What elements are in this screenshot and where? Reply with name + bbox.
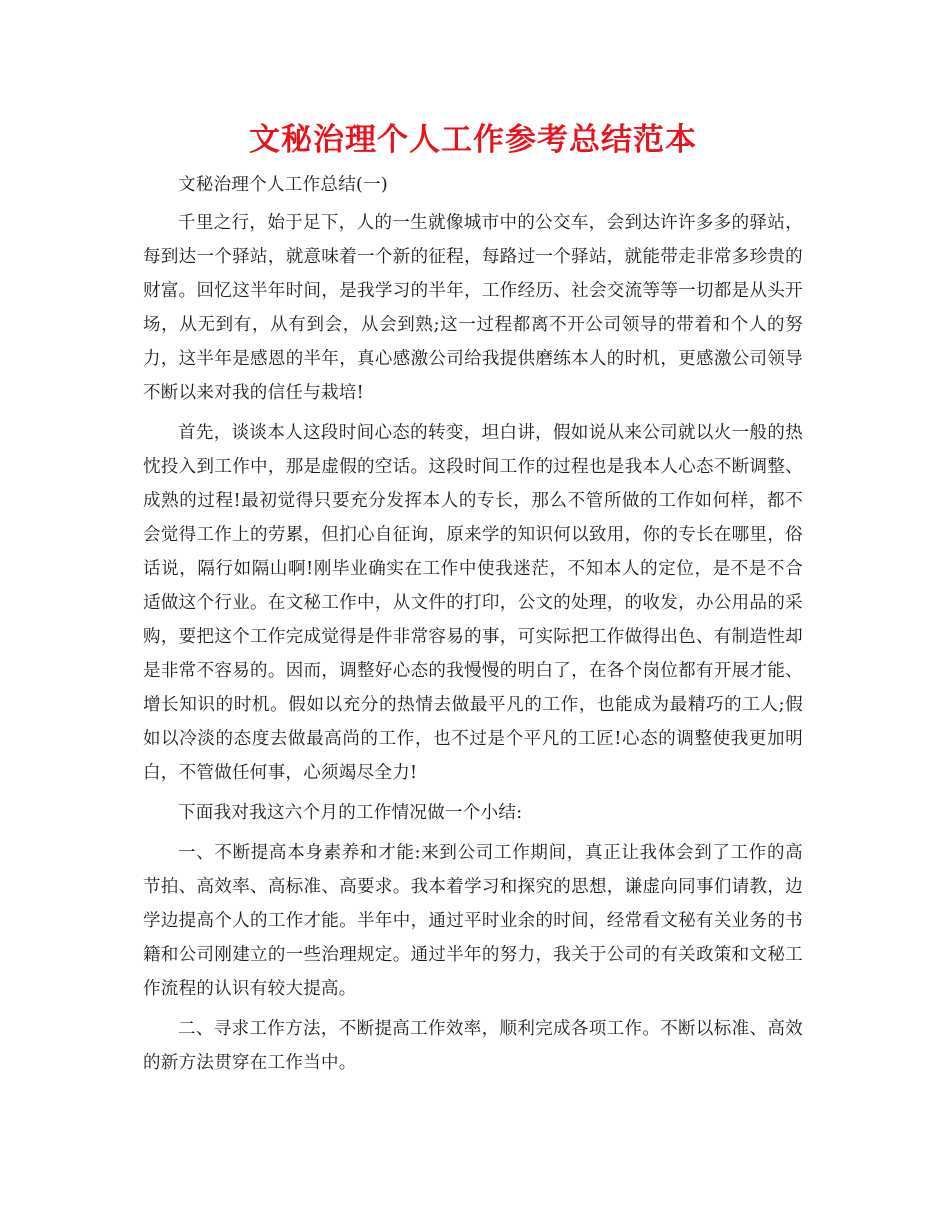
section-heading: 文秘治理个人工作总结(一) [178,175,389,195]
paragraph-intro: 千里之行，始于足下，人的一生就像城市中的公交车，会到达许许多多的驿站，每到达一个驿站，就意味着一个新的征程，每路过一个驿站，就能带走非常多珍贵的财富。回忆这半年时间，是我学习的半年，工作经历、社会交流等等一切都是从头开场，从无到有，从有到会，从会到熟;这一过程都离不开公司领导的带着和个人的努力，这半年是感恩的半年，真心感激公司给我提供磨练本人的时机，更感激公司领导不断以来对我的信任与栽培! [143,213,803,403]
paragraph-mindset: 首先，谈谈本人这段时间心态的转变，坦白讲，假如说从来公司就以火一般的热忱投入到工作中，那是虚假的空话。这段时间工作的过程也是我本人心态不断调整、成熟的过程!最初觉得只要充分发挥本人的专长，那么不管所做的工作如何样，都不会觉得工作上的劳累，但扪心自征询，原来学的知识何以致用，你的专长在哪里，俗话说，隔行如隔山啊!刚毕业确实在工作中使我迷茫，不知本人的定位，是不是不合适做这个行业。在文秘工作中，从文件的打印，公文的处理，的收发，办公用品的采购，要把这个工作完成觉得是件非常容易的事，可实际把工作做得出色、有制造性却是非常不容易的。因而，调整好心态的我慢慢的明白了，在各个岗位都有开展才能、增长知识的时机。假如以充分的热情去做最平凡的工作，也能成为最精巧的工人;假如以冷淡的态度去做最高尚的工作，也不过是个平凡的工匠!心态的调整使我更加明白，不管做任何事，心须竭尽全力! [143,423,803,783]
paragraph-point-one: 一、不断提高本身素养和才能:来到公司工作期间，真正让我体会到了工作的高节拍、高效率、高标准、高要求。我本着学习和探究的思想，谦虚向同事们请教，边学边提高个人的工作才能。半年中，通过平时业余的时间，经常看文秘有关业务的书籍和公司刚建立的一些治理规定。通过半年的努力，我关于公司的有关政策和文秘工作流程的认识有较大提高。 [143,843,803,999]
paragraph-summary-lead: 下面我对我这六个月的工作情况做一个小结: [178,803,523,823]
document-page [143,120,803,1086]
paragraph-point-two: 二、寻求工作方法，不断提高工作效率，顺利完成各项工作。不断以标准、高效的新方法贯穿在工作当中。 [143,1019,803,1073]
document-title: 文秘治理个人工作参考总结范本 [249,122,697,158]
